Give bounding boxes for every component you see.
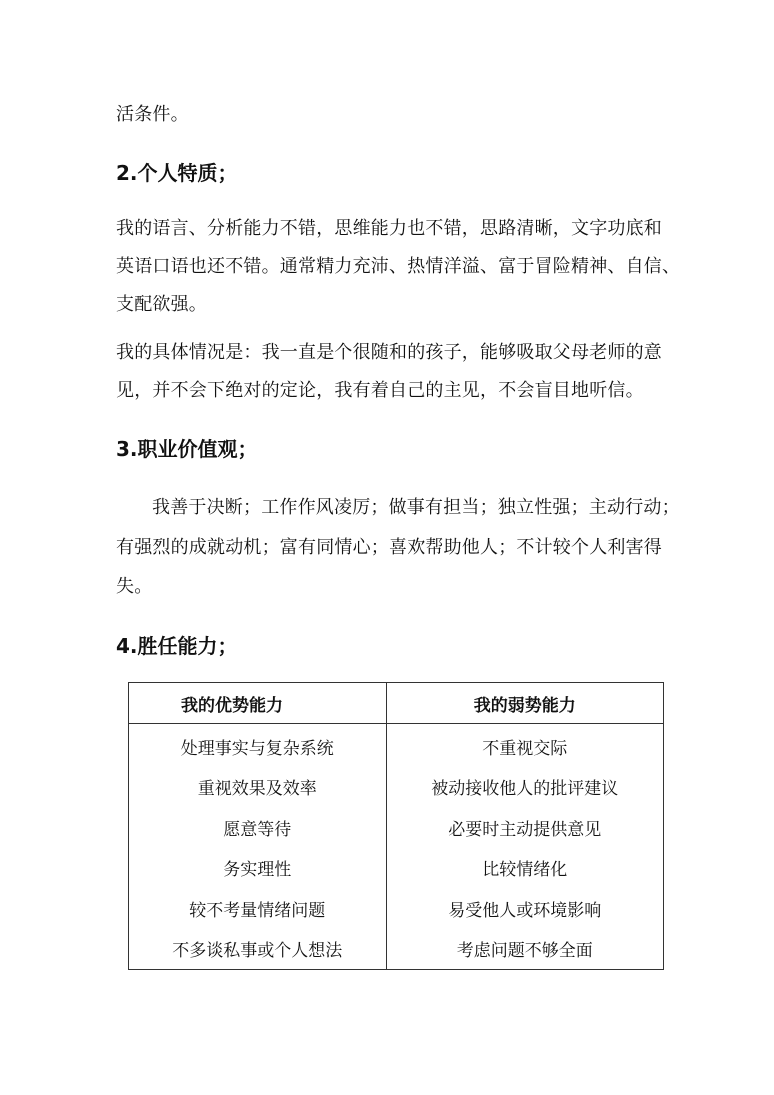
text-line: 英语口语也还不错。通常精力充沛、热情洋溢、富于冒险精神、自信、 [116, 256, 681, 277]
text-line: 失。 [116, 576, 153, 597]
table-header-row [129, 683, 664, 724]
weakness-cell: 考虑问题不够全面 [386, 929, 664, 970]
paragraph-continuation: 活条件。 [116, 104, 189, 125]
table-row [129, 929, 664, 970]
text-line: 我善于决断；工作作风凌厉；做事有担当；独立性强；主动行动； [152, 497, 680, 518]
table-row [129, 767, 664, 808]
strength-cell: 务实理性 [129, 848, 387, 889]
section-heading-career-values: 3.职业价值观； [116, 437, 258, 461]
text-line: 我的语言、分析能力不错，思维能力也不错，思路清晰，文字功底和 [116, 218, 662, 239]
table-row [129, 848, 664, 889]
text-line: 有强烈的成就动机；富有同情心；喜欢帮助他人；不计较个人利害得 [116, 537, 662, 558]
weakness-cell: 比较情绪化 [386, 848, 664, 889]
strength-cell: 不多谈私事或个人想法 [129, 929, 387, 970]
table-row [129, 888, 664, 929]
table-row [129, 807, 664, 848]
weakness-cell: 易受他人或环境影响 [386, 888, 664, 929]
strength-cell: 处理事实与复杂系统 [129, 724, 387, 767]
weakness-cell: 不重视交际 [386, 724, 664, 767]
weakness-cell: 被动接收他人的批评建议 [386, 767, 664, 808]
text-line: 见，并不会下绝对的定论，我有着自己的主见，不会盲目地听信。 [116, 380, 644, 401]
header-weaknesses: 我的弱势能力 [386, 683, 664, 724]
header-strengths: 我的优势能力 [129, 683, 387, 724]
section-heading-competency: 4.胜任能力； [116, 634, 238, 658]
strength-cell: 较不考量情绪问题 [129, 888, 387, 929]
weakness-cell: 必要时主动提供意见 [386, 807, 664, 848]
text-line: 支配欲强。 [116, 294, 207, 315]
strength-cell: 愿意等待 [129, 807, 387, 848]
text-line: 我的具体情况是：我一直是个很随和的孩子，能够吸取父母老师的意 [116, 342, 662, 363]
section-heading-personal-traits: 2.个人特质； [116, 161, 238, 185]
strength-cell: 重视效果及效率 [129, 767, 387, 808]
competency-table [128, 682, 664, 970]
table-row [129, 724, 664, 767]
